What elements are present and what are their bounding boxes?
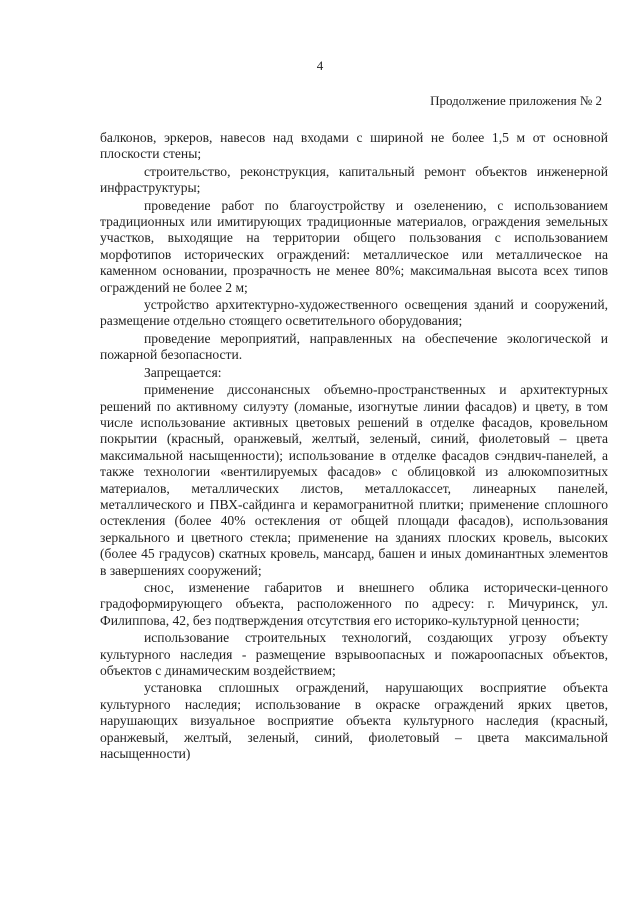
paragraph-landscaping: проведение работ по благоустройству и озеленению, с использованием традиционных или имитирующих традиционные материалов, ограждения земельных участков, выходящие на территории общего пользования с использованием морфотипов исторических ограждений: металлическое или металлическое на каменном основании, прозрачность не менее 80%; максимальная высота всех типов ограждений не более 2 м; — [100, 197, 608, 295]
paragraph-infrastructure: строительство, реконструкция, капитальный ремонт объектов инженерной инфраструктуры; — [100, 163, 608, 196]
paragraph-prohibited-heading: Запрещается: — [144, 364, 222, 380]
paragraph-dissonant-solutions: применение диссонансных объемно-пространственных и архитектурных решений по активному силуэту (ломаные, изогнутые линии фасадов) и цвету, в том числе использование активных цветовых решений в отделке фасадов, кровельном покрытии (красный, оранжевый, желтый, зеленый, синий, фиолетовый – цвета максимальной насыщенности); использование в отделке фасадов сэндвич-панелей, а также технологии «вентилируемых фасадов» с облицовкой из алюкомпозитных материалов, металлических листов, металлокассет, линеарных панелей, металлического и ПВХ-сайдинга и керамогранитной плитки; применение сплошного остекления (более 40% остекления от общей площади фасадов), использования зеркального и цветного стекла; применение на зданиях плоских кровель, высоких (более 45 градусов) скатных кровель, мансард, башен и иных доминантных элементов в завершениях сооружений; — [100, 382, 608, 578]
paragraph-lighting: устройство архитектурно-художественного освещения зданий и сооружений, размещение отдельно стоящего осветительного оборудования; — [100, 297, 608, 329]
paragraph-safety: проведение мероприятий, направленных на обеспечение экологической и пожарной безопасности. — [100, 330, 608, 363]
paragraph-balconies: балконов, эркеров, навесов над входами с шириной не более 1,5 м от основной плоскости стены; — [100, 130, 608, 162]
paragraph-construction-technologies: использование строительных технологий, создающих угрозу объекту культурного наследия - размещение взрывоопасных и пожароопасных объектов, объектов с динамическим воздействием; — [100, 630, 608, 678]
paragraph-fences: установка сплошных ограждений, нарушающих восприятие объекта культурного наследия; использование в окраске ограждений ярких цветов, нарушающих визуальное восприятие объекта культурного наследия (красный, оранжевый, желтый, зеленый, синий, фиолетовый – цвета максимальной насыщенности) — [100, 680, 608, 762]
document-body — [100, 130, 608, 763]
page-number: 4 — [316, 58, 324, 73]
appendix-continuation-note: Продолжение приложения № 2 — [430, 93, 602, 108]
paragraph-demolition: снос, изменение габаритов и внешнего облика исторически-ценного градоформирующего объекта, расположенного по адресу: г. Мичуринск, ул. Филиппова, 42, без подтверждения отсутствия его историко-культурной ценности; — [100, 579, 608, 628]
